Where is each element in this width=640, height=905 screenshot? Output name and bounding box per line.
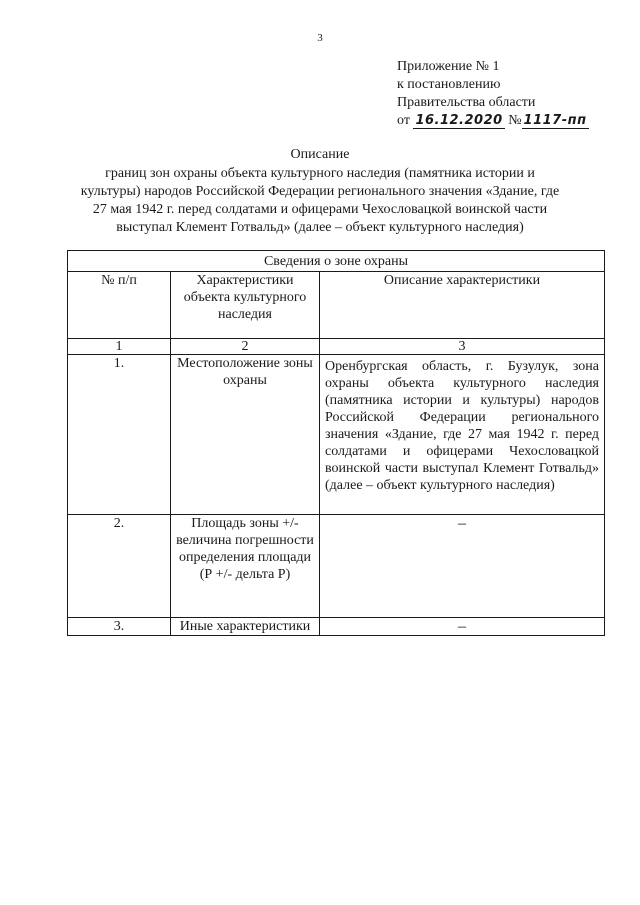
index-cell: 3 xyxy=(320,339,605,355)
table-row xyxy=(68,355,605,515)
table-header-row xyxy=(68,272,605,339)
row-num: 3. xyxy=(68,618,171,636)
row-characteristic: Местоположение зоны охраны xyxy=(171,355,320,515)
row-description: – xyxy=(320,618,605,636)
title-heading: Описание xyxy=(290,147,350,162)
row-characteristic: Площадь зоны +/- величина погрешности определения площади (Р +/- дельта Р) xyxy=(171,515,320,618)
header-characteristic: Характеристики объекта культурного наследия xyxy=(171,272,320,339)
row-characteristic: Иные характеристики xyxy=(171,618,320,636)
table-caption-row xyxy=(68,251,605,272)
appendix-header xyxy=(397,58,589,130)
appendix-title: Приложение № 1 xyxy=(397,59,500,74)
number-prefix: № xyxy=(508,113,522,128)
row-num: 1. xyxy=(68,355,171,515)
row-description: Оренбургская область, г. Бузулук, зона охраны объекта культурного наследия (памятника истории и культуры) народов Российской Федерации регионального значения «Здание, где 27 мая 1942 г. перед солдатами и офицерами Чехословацкой воинской части выступал Клемент Готвальд» (далее – объект культурного наследия) xyxy=(320,355,605,515)
index-cell: 1 xyxy=(68,339,171,355)
date-prefix: от xyxy=(397,113,410,128)
document-title xyxy=(80,146,560,237)
handwritten-date: 16.12.2020 xyxy=(415,113,503,128)
table-row xyxy=(68,515,605,618)
row-num: 2. xyxy=(68,515,171,618)
table-row xyxy=(68,618,605,636)
handwritten-number: 1117-пп xyxy=(523,113,587,128)
table-caption: Сведения о зоне охраны xyxy=(68,251,605,272)
row-description: – xyxy=(320,515,605,618)
header-num: № п/п xyxy=(68,272,171,339)
appendix-date-line xyxy=(397,112,589,130)
appendix-authority: Правительства области xyxy=(397,95,536,110)
table-index-row xyxy=(68,339,605,355)
header-description: Описание характеристики xyxy=(320,272,605,339)
protection-zone-table xyxy=(67,250,605,636)
title-body: границ зон охраны объекта культурного наследия (памятника истории и культуры) народов Российской Федерации регионального значения «Здание, где 27 мая 1942 г. перед солдатами и офицерами Чехословацкой воинской части выступал Клемент Готвальд» (далее – объект культурного наследия) xyxy=(80,166,560,235)
appendix-reference: к постановлению xyxy=(397,77,501,92)
page-number: 3 xyxy=(317,32,323,44)
index-cell: 2 xyxy=(171,339,320,355)
